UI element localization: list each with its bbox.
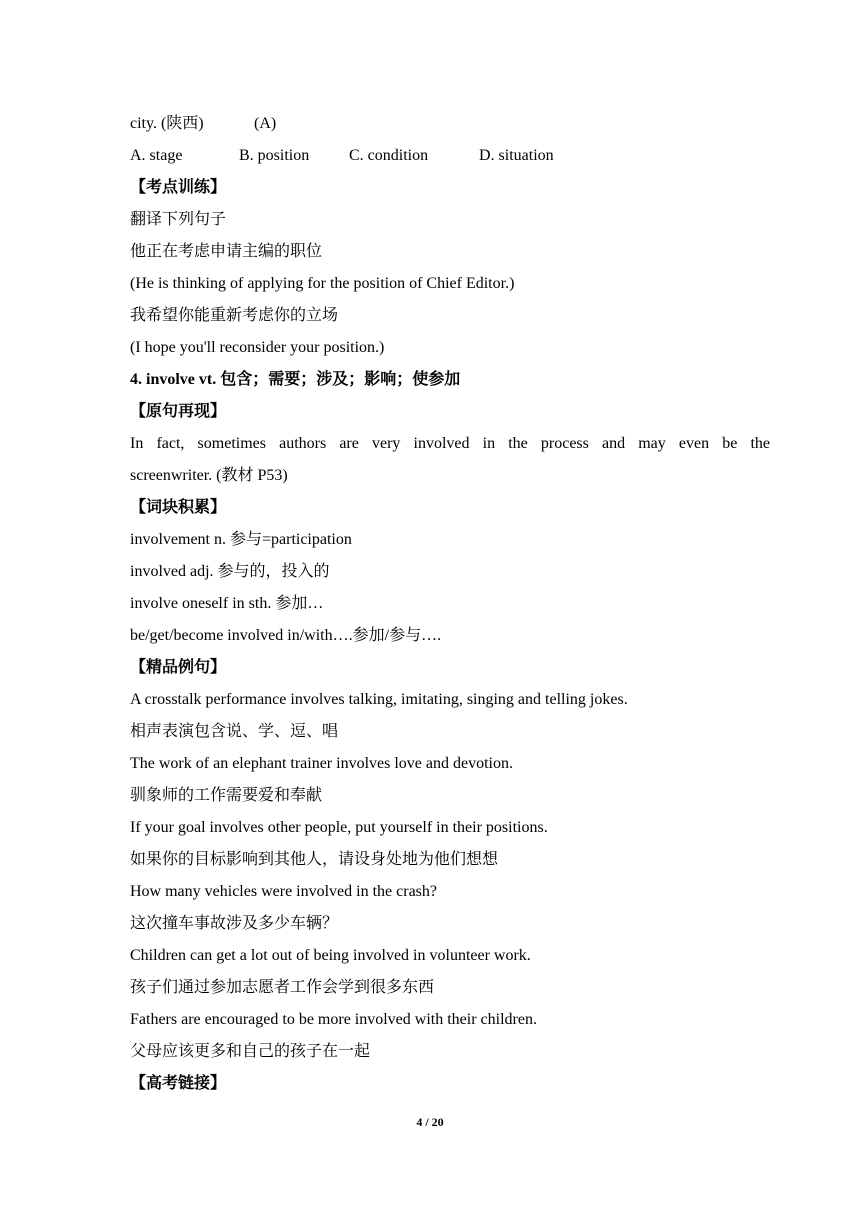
training-item-1-zh: 他正在考虑申请主编的职位 xyxy=(130,243,323,260)
original-sentence-line-2: screenwriter. (教材 P53) xyxy=(130,467,288,484)
training-heading: 【考点训练】 xyxy=(130,179,227,196)
training-item-2-zh: 我希望你能重新考虑你的立场 xyxy=(130,307,339,324)
example-en: Children can get a lot out of being involved in volunteer work. xyxy=(130,947,531,964)
example-en: The work of an elephant trainer involves love and devotion. xyxy=(130,755,513,772)
original-heading: 【原句再现】 xyxy=(130,403,227,420)
example-en: How many vehicles were involved in the crash? xyxy=(130,883,438,900)
option-a: A. stage xyxy=(130,147,183,164)
chunk-item: involvement n. 参与=participation xyxy=(130,531,352,548)
option-c: C. condition xyxy=(349,147,429,164)
training-instruction: 翻译下列句子 xyxy=(130,211,227,228)
example-en: If your goal involves other people, put yourself in their positions. xyxy=(130,819,548,836)
example-en: Fathers are encouraged to be more involved with their children. xyxy=(130,1011,537,1028)
question-answer: (A) xyxy=(254,115,277,132)
chunk-item: involve oneself in sth. 参加… xyxy=(130,595,324,612)
example-zh: 这次撞车事故涉及多少车辆？ xyxy=(130,915,339,932)
entry-title: 4. involve vt. 包含；需要；涉及；影响；使参加 xyxy=(130,371,461,388)
chunk-item: be/get/become involved in/with….参加/参与…. xyxy=(130,627,442,644)
example-zh: 父母应该更多和自己的孩子在一起 xyxy=(130,1043,371,1060)
question-stem-line xyxy=(130,112,770,136)
training-item-2-en: (I hope you'll reconsider your position.) xyxy=(130,339,385,356)
page-number: 4 / 20 xyxy=(416,1115,444,1129)
option-b: B. position xyxy=(239,147,310,164)
training-item-1-en: (He is thinking of applying for the position of Chief Editor.) xyxy=(130,275,515,292)
examples-heading: 【精品例句】 xyxy=(130,659,227,676)
example-zh: 孩子们通过参加志愿者工作会学到很多东西 xyxy=(130,979,435,996)
question-options xyxy=(130,144,770,168)
chunks-heading: 【词块积累】 xyxy=(130,499,227,516)
example-zh: 驯象师的工作需要爱和奉献 xyxy=(130,787,323,804)
option-d: D. situation xyxy=(479,147,554,164)
example-zh: 相声表演包含说、学、逗、唱 xyxy=(130,723,339,740)
original-sentence-line-1: In fact, sometimes authors are very involved in the process and may even be the xyxy=(130,435,770,452)
exam-link-heading: 【高考链接】 xyxy=(130,1075,227,1092)
chunk-item: involved adj. 参与的，投入的 xyxy=(130,563,330,580)
question-stem-end: city. (陕西) xyxy=(130,115,204,132)
example-zh: 如果你的目标影响到其他人，请设身处地为他们想想 xyxy=(130,851,499,868)
example-en: A crosstalk performance involves talking, imitating, singing and telling jokes. xyxy=(130,691,628,708)
